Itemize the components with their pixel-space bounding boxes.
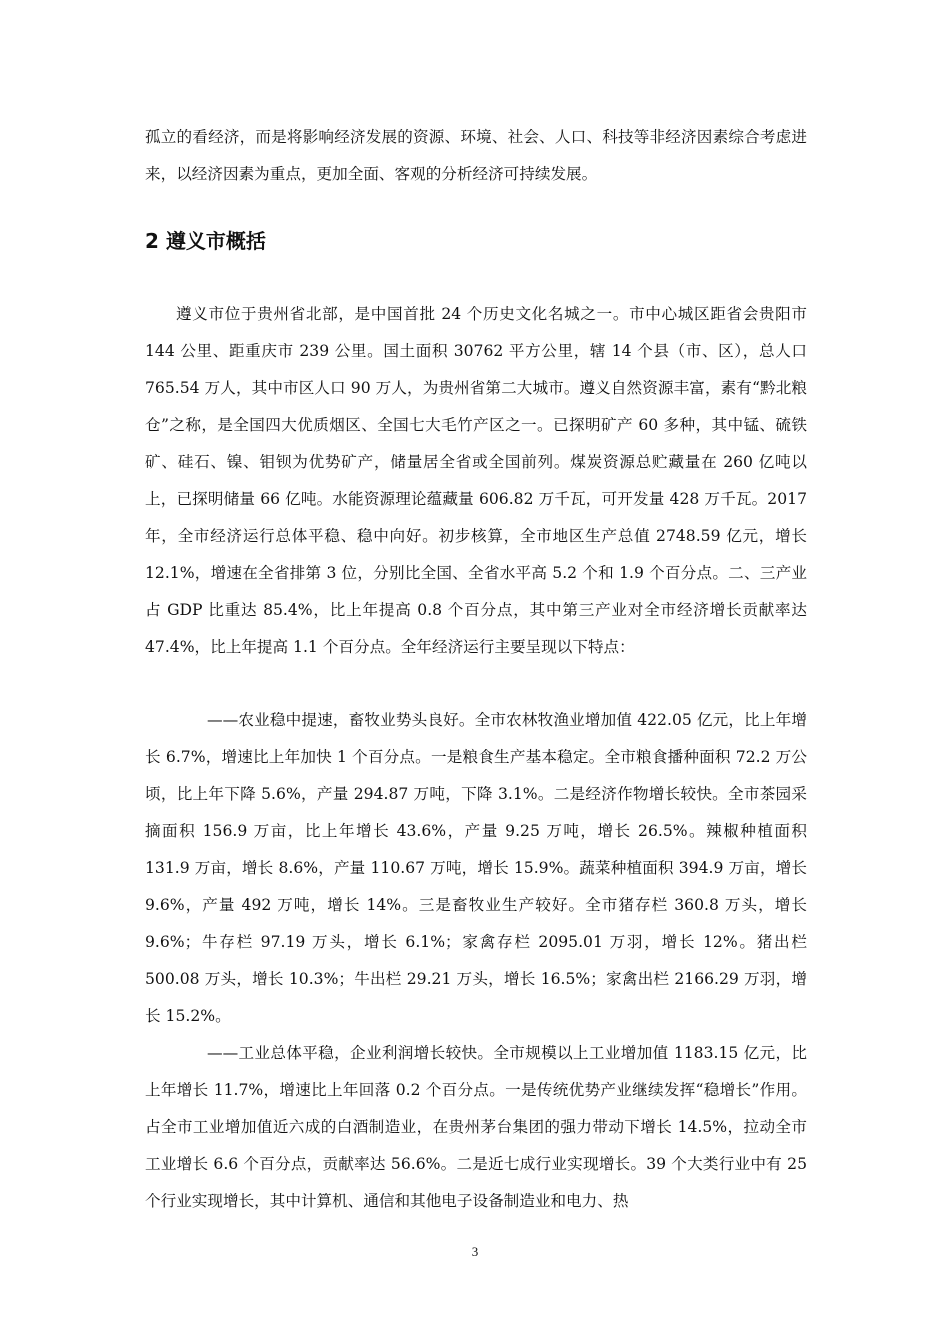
section-heading: 2 遵义市概括 (145, 229, 266, 253)
page-number: 3 (471, 1244, 479, 1259)
body-paragraph-overview: 遵义市位于贵州省北部，是中国首批 24 个历史文化名城之一。市中心城区距省会贵阳市 144 公里、距重庆市 239 公里。国土面积 30762 平方公里，辖 14 个县（市、区），总人口 765.54 万人，其中市区人口 90 万人，为贵州省第二大城市。遵义自然资源丰富，素有“黔北粮仓”之称，是全国四大优质烟区、全国七大毛竹产区之一。已探明矿产 60 多种，其中锰、硫铁矿、硅石、镍、钼钡为优势矿产，储量居全省或全国前列。煤炭资源总贮藏量在 260 亿吨以上，已探明储量 66 亿吨。水能资源理论蕴藏量 606.82 万千瓦，可开发量 428 万千瓦。2017 年，全市经济运行总体平稳、稳中向好。初步核算，全市地区生产总值 2748.59 亿元，增长 12.1%，增速在全省排第 3 位，分别比全国、全省水平高 5.2 个和 1.9 个百分点。二、三产业占 GDP 比重达 85.4%，比上年提高 0.8 个百分点，其中第三产业对全市经济增长贡献率达 47.4%，比上年提高 1.1 个百分点。全年经济运行主要呈现以下特点： (145, 305, 807, 657)
body-paragraph-industry: ——工业总体平稳，企业利润增长较快。全市规模以上工业增加值 1183.15 亿元，比上年增长 11.7%，增速比上年回落 0.2 个百分点。一是传统优势产业继续发挥“稳增长”作用。占全市工业增加值近六成的白酒制造业，在贵州茅台集团的强力带动下增长 14.5%，拉动全市工业增长 6.6 个百分点，贡献率达 56.6%。二是近七成行业实现增长。39 个大类行业中有 25 个行业实现增长，其中计算机、通信和其他电子设备制造业和电力、热 (145, 1044, 807, 1211)
body-paragraph-agriculture: ——农业稳中提速，畜牧业势头良好。全市农林牧渔业增加值 422.05 亿元，比上年增长 6.7%，增速比上年加快 1 个百分点。一是粮食生产基本稳定。全市粮食播种面积 72.2 万公顷，比上年下降 5.6%，产量 294.87 万吨，下降 3.1%。二是经济作物增长较快。全市茶园采摘面积 156.9 万亩，比上年增长 43.6%，产量 9.25 万吨，增长 26.5%。辣椒种植面积 131.9 万亩，增长 8.6%，产量 110.67 万吨，增长 15.9%。蔬菜种植面积 394.9 万亩，增长 9.6%，产量 492 万吨，增长 14%。三是畜牧业生产较好。全市猪存栏 360.8 万头，增长 9.6%；牛存栏 97.19 万头，增长 6.1%；家禽存栏 2095.01 万羽，增长 12%。猪出栏 500.08 万头，增长 10.3%；牛出栏 29.21 万头，增长 16.5%；家禽出栏 2166.29 万羽，增长 15.2%。 (145, 711, 807, 1026)
intro-paragraph: 孤立的看经济，而是将影响经济发展的资源、环境、社会、人口、科技等非经济因素综合考虑进来，以经济因素为重点，更加全面、客观的分析经济可持续发展。 (145, 128, 807, 184)
